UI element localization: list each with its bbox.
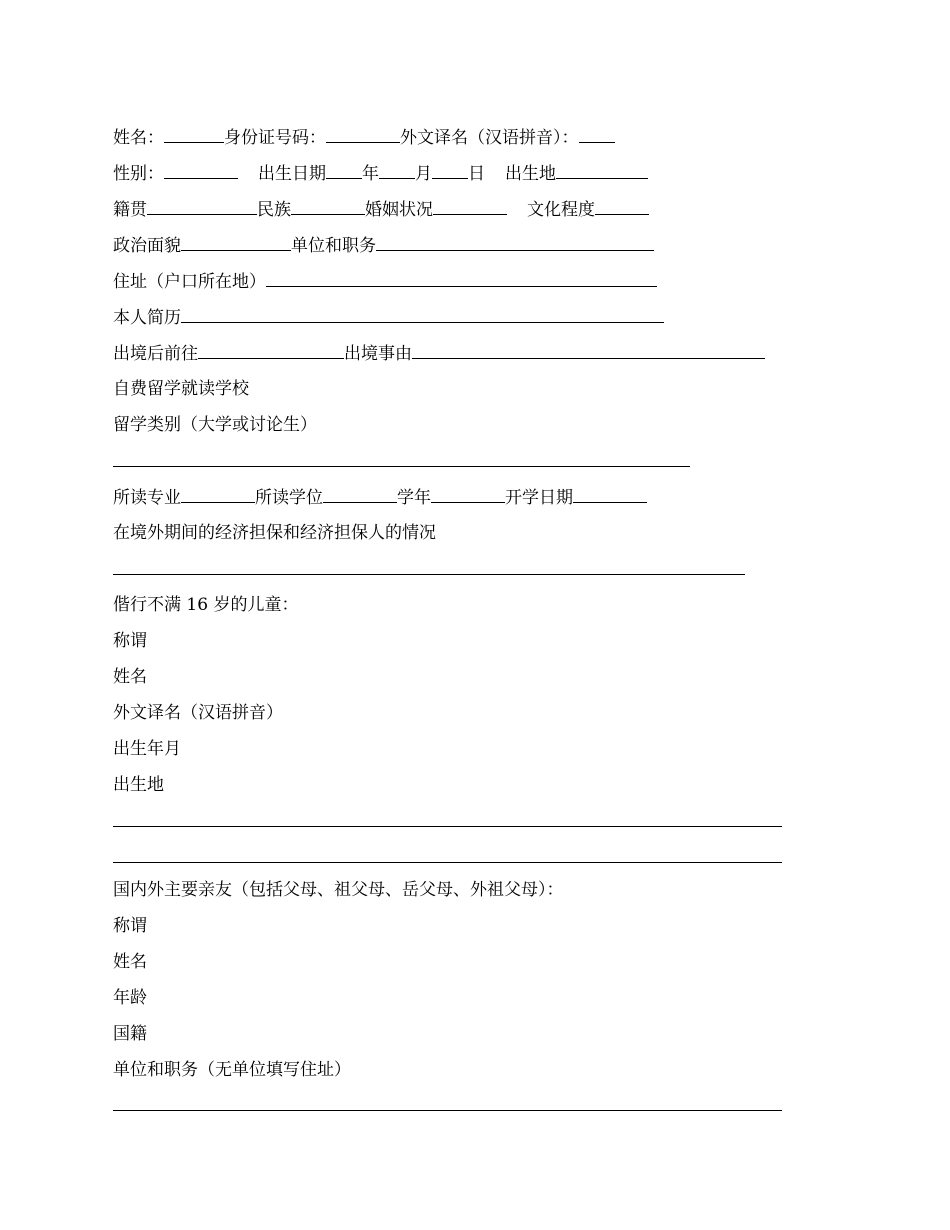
field-political-status[interactable]: [181, 233, 291, 251]
relatives-label-age: 年龄: [113, 988, 147, 1008]
children-heading: 偕行不满 16 岁的儿童：: [113, 595, 299, 615]
field-start-date[interactable]: [573, 485, 647, 503]
label-start-date: 开学日期: [505, 488, 573, 508]
row-native-ethnicity: [113, 197, 649, 221]
label-id-number: 身份证号码：: [224, 128, 326, 148]
field-marital-status[interactable]: [433, 197, 507, 215]
label-year: 年: [362, 164, 379, 184]
children-label-foreign-name: 外文译名（汉语拼音）: [113, 703, 283, 723]
field-children-line-1[interactable]: [113, 826, 782, 827]
label-month: 月: [415, 164, 432, 184]
row-resume: [113, 305, 664, 329]
children-label-name: 姓名: [113, 667, 147, 687]
field-native-place[interactable]: [147, 197, 257, 215]
label-exit-reason: 出境事由: [344, 344, 412, 364]
label-education: 文化程度: [527, 200, 595, 220]
row-destination-reason: [113, 341, 765, 365]
label-gender: 性别：: [113, 164, 164, 184]
children-label-birthplace: 出生地: [113, 775, 164, 795]
relatives-heading: 国内外主要亲友（包括父母、祖父母、岳父母、外祖父母）：: [113, 880, 564, 900]
field-birth-month[interactable]: [379, 161, 415, 179]
field-name[interactable]: [164, 125, 224, 143]
field-id-number[interactable]: [326, 125, 400, 143]
row-name-id: [113, 125, 615, 149]
relatives-label-name: 姓名: [113, 952, 147, 972]
label-birth-date: 出生日期: [258, 164, 326, 184]
label-foreign-name: 外文译名（汉语拼音）：: [400, 128, 579, 148]
field-gender[interactable]: [164, 161, 238, 179]
field-foreign-name[interactable]: [579, 125, 615, 143]
label-employer-position: 单位和职务: [291, 236, 376, 256]
field-relatives-line[interactable]: [113, 1110, 782, 1111]
field-birth-day[interactable]: [432, 161, 468, 179]
row-gender-birth: [113, 161, 648, 185]
label-day: 日: [468, 164, 485, 184]
relatives-label-employer: 单位和职务（无单位填写住址）: [113, 1060, 351, 1080]
label-resume: 本人简历: [113, 308, 181, 328]
label-political-status: 政治面貌: [113, 236, 181, 256]
relatives-label-nationality: 国籍: [113, 1024, 147, 1044]
field-birthplace[interactable]: [556, 161, 648, 179]
field-education[interactable]: [595, 197, 649, 215]
label-destination: 出境后前往: [113, 344, 198, 364]
field-ethnicity[interactable]: [291, 197, 365, 215]
relatives-label-relation: 称谓: [113, 916, 147, 936]
field-school-year[interactable]: [431, 485, 505, 503]
field-destination[interactable]: [198, 341, 344, 359]
field-study-type[interactable]: [113, 466, 690, 467]
field-guarantee[interactable]: [113, 574, 745, 575]
label-native-place: 籍贯: [113, 200, 147, 220]
label-major: 所读专业: [113, 488, 181, 508]
field-resume[interactable]: [181, 305, 664, 323]
label-birthplace: 出生地: [505, 164, 556, 184]
field-degree[interactable]: [323, 485, 397, 503]
label-marital-status: 婚姻状况: [365, 200, 433, 220]
row-address: [113, 269, 657, 293]
label-school-year: 学年: [397, 488, 431, 508]
field-major[interactable]: [181, 485, 255, 503]
children-label-birth-month: 出生年月: [113, 739, 181, 759]
label-name: 姓名：: [113, 128, 164, 148]
label-study-type: 留学类别（大学或讨论生）: [113, 415, 317, 435]
field-children-line-2[interactable]: [113, 862, 782, 863]
field-birth-year[interactable]: [326, 161, 362, 179]
field-employer-position[interactable]: [376, 233, 654, 251]
label-guarantee: 在境外期间的经济担保和经济担保人的情况: [113, 523, 436, 543]
field-address[interactable]: [266, 269, 657, 287]
label-degree: 所读学位: [255, 488, 323, 508]
row-major-degree: [113, 485, 647, 509]
row-political-employer: [113, 233, 654, 257]
label-ethnicity: 民族: [257, 200, 291, 220]
children-label-relation: 称谓: [113, 631, 147, 651]
field-exit-reason[interactable]: [412, 341, 765, 359]
label-school: 自费留学就读学校: [113, 379, 249, 399]
label-address: 住址（户口所在地）: [113, 272, 266, 292]
